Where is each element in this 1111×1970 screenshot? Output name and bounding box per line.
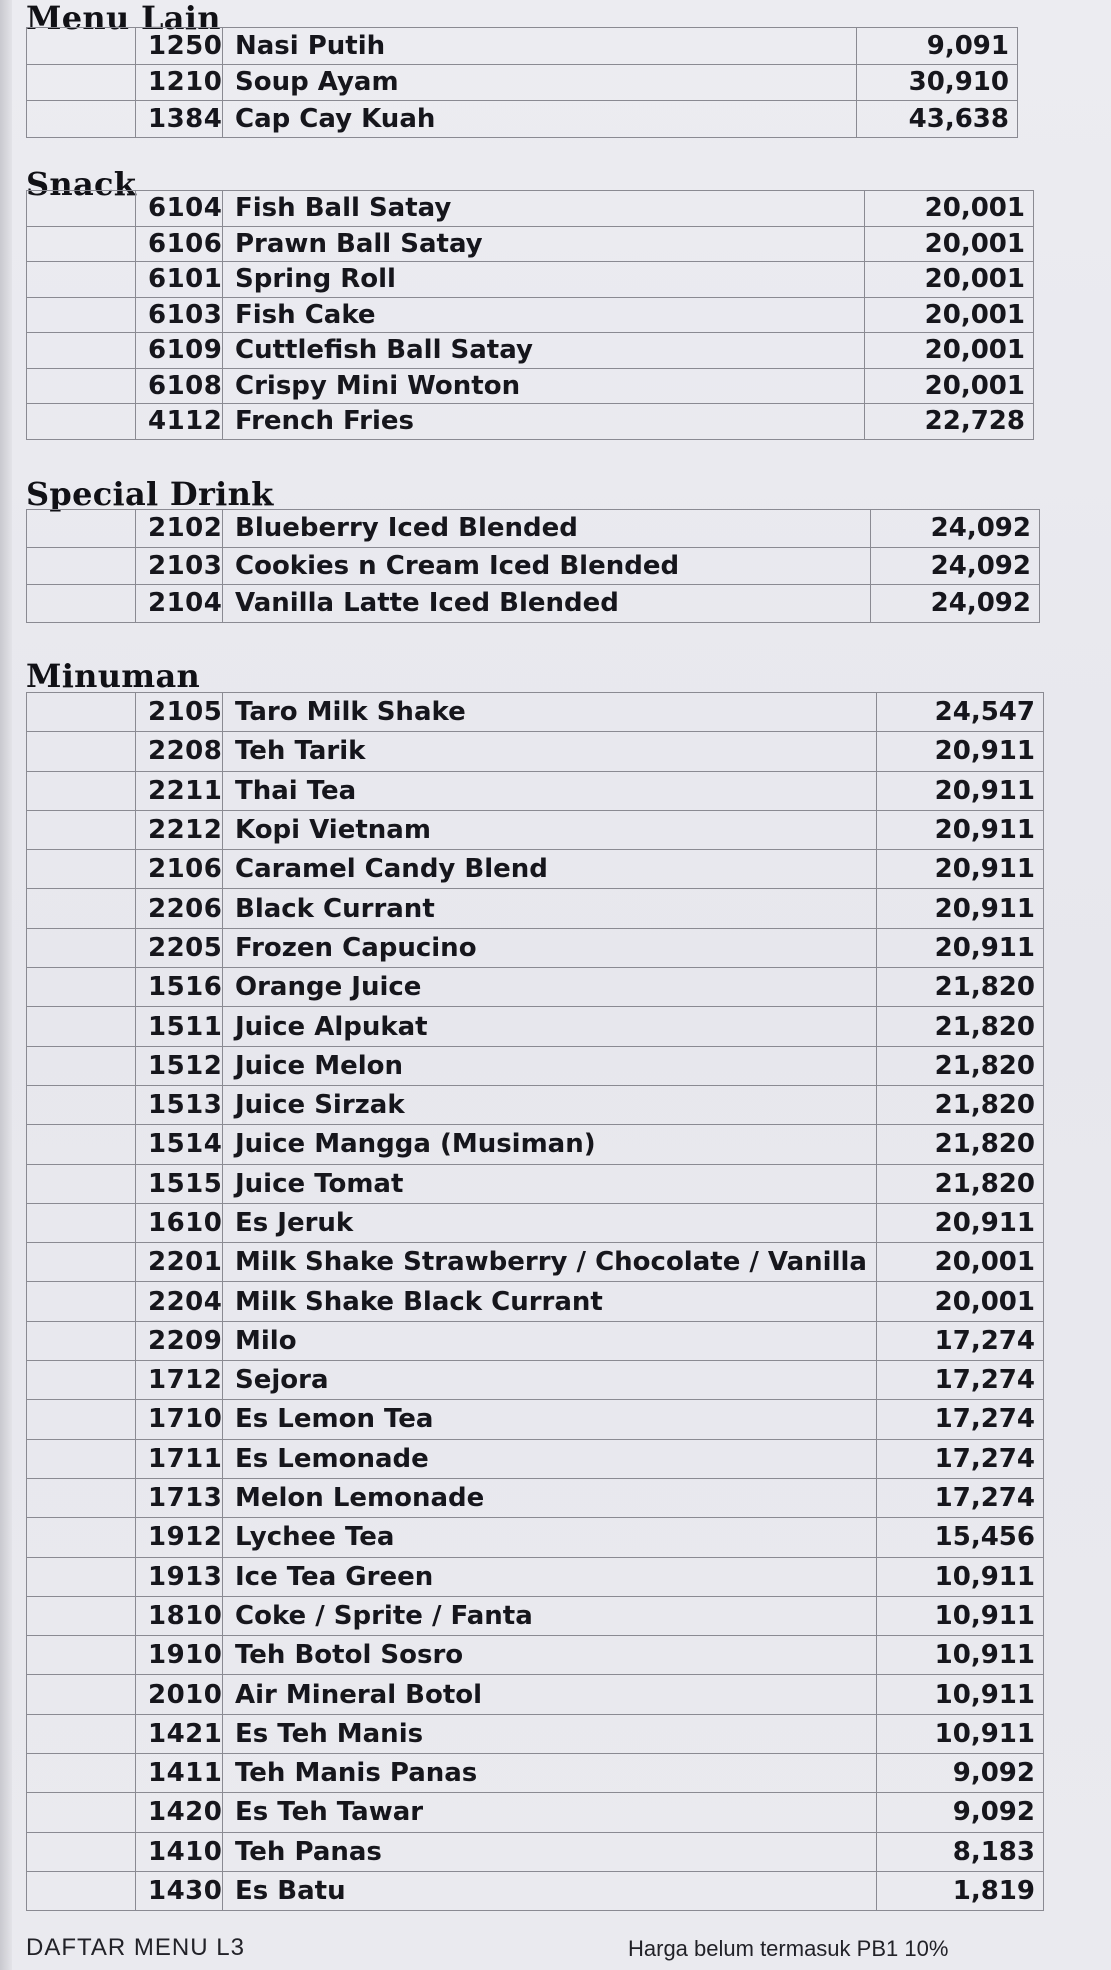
- item-price: 20,001: [877, 1282, 1044, 1321]
- item-code-text: 2209: [148, 1325, 223, 1356]
- item-code: [136, 850, 223, 889]
- item-price: 20,001: [865, 333, 1034, 369]
- item-code-text: 1713: [148, 1483, 223, 1514]
- footer-tax-note: Harga belum termasuk PB1 10%: [628, 1936, 949, 1961]
- item-price: 22,728: [865, 404, 1034, 440]
- menu-row: [27, 1046, 1044, 1085]
- item-code: [136, 101, 223, 138]
- menu-row: [27, 1557, 1044, 1596]
- item-price: 10,911: [877, 1675, 1044, 1714]
- item-price: 10,911: [877, 1636, 1044, 1675]
- blank-cell: [27, 1714, 136, 1753]
- item-price: 20,911: [877, 810, 1044, 849]
- item-price: 21,820: [877, 1007, 1044, 1046]
- item-code-text: 1712: [148, 1365, 223, 1396]
- blank-cell: [27, 368, 136, 404]
- item-name: Taro Milk Shake: [223, 693, 877, 732]
- item-price: 9,092: [877, 1793, 1044, 1832]
- blank-cell: [27, 191, 136, 227]
- item-code: [136, 1478, 223, 1517]
- blank-cell: [27, 928, 136, 967]
- item-name: Soup Ayam: [223, 64, 857, 101]
- menu-row: [27, 1675, 1044, 1714]
- item-code: [136, 1361, 223, 1400]
- item-name: Prawn Ball Satay: [223, 226, 865, 262]
- item-code-text: 2105: [148, 697, 223, 728]
- item-code-text: 1210: [148, 67, 223, 98]
- menu-row: [27, 732, 1044, 771]
- item-code: [136, 1793, 223, 1832]
- item-name: Vanilla Latte Iced Blended: [223, 585, 871, 623]
- item-code: [136, 585, 223, 623]
- item-name: Melon Lemonade: [223, 1478, 877, 1517]
- item-price: 30,910: [857, 64, 1018, 101]
- item-code: [136, 968, 223, 1007]
- menu-row: [27, 28, 1018, 65]
- item-code-text: 1516: [148, 972, 223, 1003]
- item-code-text: 2201: [148, 1247, 223, 1278]
- item-price: 9,091: [857, 28, 1018, 65]
- item-name: Teh Manis Panas: [223, 1754, 877, 1793]
- item-name: Frozen Capucino: [223, 928, 877, 967]
- item-name: Milk Shake Black Currant: [223, 1282, 877, 1321]
- item-code: [136, 1636, 223, 1675]
- menu-row: [27, 1478, 1044, 1517]
- item-code: [136, 1557, 223, 1596]
- item-code-text: 1515: [148, 1168, 223, 1199]
- menu-row: [27, 968, 1044, 1007]
- item-code: [136, 1714, 223, 1753]
- item-code: [136, 1596, 223, 1635]
- item-code-text: 2205: [148, 932, 223, 963]
- item-name: Cuttlefish Ball Satay: [223, 333, 865, 369]
- blank-cell: [27, 693, 136, 732]
- item-code: [136, 64, 223, 101]
- item-name: Sejora: [223, 1361, 877, 1400]
- menu-row: [27, 368, 1034, 404]
- blank-cell: [27, 1400, 136, 1439]
- menu-table: [26, 692, 1044, 1911]
- menu-row: [27, 1518, 1044, 1557]
- item-name: Juice Mangga (Musiman): [223, 1125, 877, 1164]
- item-name: Nasi Putih: [223, 28, 857, 65]
- blank-cell: [27, 1596, 136, 1635]
- item-price: 20,911: [877, 1203, 1044, 1242]
- item-name: Teh Tarik: [223, 732, 877, 771]
- item-code-text: 1910: [148, 1640, 223, 1671]
- item-code-text: 1410: [148, 1836, 223, 1867]
- item-code: [136, 262, 223, 298]
- item-name: Air Mineral Botol: [223, 1675, 877, 1714]
- menu-row: [27, 101, 1018, 138]
- menu-row: [27, 1007, 1044, 1046]
- blank-cell: [27, 810, 136, 849]
- item-name: Orange Juice: [223, 968, 877, 1007]
- item-price: 21,820: [877, 1085, 1044, 1124]
- menu-row: [27, 889, 1044, 928]
- menu-row: [27, 1203, 1044, 1242]
- menu-row: [27, 262, 1034, 298]
- item-code-text: 4112: [148, 406, 223, 437]
- item-price: 21,820: [877, 1164, 1044, 1203]
- item-price: 20,001: [865, 297, 1034, 333]
- item-name: Cookies n Cream Iced Blended: [223, 547, 871, 585]
- item-name: Black Currant: [223, 889, 877, 928]
- menu-row: [27, 1714, 1044, 1753]
- item-price: 1,819: [877, 1871, 1044, 1910]
- blank-cell: [27, 1439, 136, 1478]
- item-name: Juice Sirzak: [223, 1085, 877, 1124]
- blank-cell: [27, 1793, 136, 1832]
- blank-cell: [27, 297, 136, 333]
- menu-row: [27, 64, 1018, 101]
- blank-cell: [27, 850, 136, 889]
- item-code: [136, 1203, 223, 1242]
- item-price: 10,911: [877, 1596, 1044, 1635]
- item-name: Blueberry Iced Blended: [223, 510, 871, 548]
- item-code-text: 6106: [148, 228, 223, 259]
- item-code: [136, 1832, 223, 1871]
- menu-row: [27, 1361, 1044, 1400]
- blank-cell: [27, 1007, 136, 1046]
- item-price: 8,183: [877, 1832, 1044, 1871]
- item-code-text: 1912: [148, 1522, 223, 1553]
- item-price: 20,001: [877, 1243, 1044, 1282]
- item-code-text: 2212: [148, 815, 223, 846]
- item-price: 20,911: [877, 850, 1044, 889]
- item-price: 10,911: [877, 1714, 1044, 1753]
- item-name: Caramel Candy Blend: [223, 850, 877, 889]
- menu-row: [27, 404, 1034, 440]
- item-code-text: 6101: [148, 264, 223, 295]
- blank-cell: [27, 771, 136, 810]
- item-code: [136, 333, 223, 369]
- blank-cell: [27, 1203, 136, 1242]
- menu-row: [27, 1321, 1044, 1360]
- item-code: [136, 510, 223, 548]
- blank-cell: [27, 1675, 136, 1714]
- item-code: [136, 368, 223, 404]
- blank-cell: [27, 1282, 136, 1321]
- menu-row: [27, 1125, 1044, 1164]
- item-price: 20,911: [877, 732, 1044, 771]
- item-code: [136, 1243, 223, 1282]
- item-code: [136, 1125, 223, 1164]
- item-code: [136, 226, 223, 262]
- menu-row: [27, 771, 1044, 810]
- blank-cell: [27, 1361, 136, 1400]
- item-name: Juice Alpukat: [223, 1007, 877, 1046]
- blank-cell: [27, 64, 136, 101]
- blank-cell: [27, 1125, 136, 1164]
- blank-cell: [27, 547, 136, 585]
- item-code-text: 1411: [148, 1758, 223, 1789]
- section-title: Snack: [26, 165, 137, 203]
- blank-cell: [27, 1754, 136, 1793]
- item-name: Thai Tea: [223, 771, 877, 810]
- item-code-text: 6104: [148, 193, 223, 224]
- item-code-text: 1384: [148, 103, 223, 134]
- blank-cell: [27, 1243, 136, 1282]
- section-title: Special Drink: [26, 475, 274, 513]
- item-code: [136, 547, 223, 585]
- item-code: [136, 1754, 223, 1793]
- item-code-text: 1810: [148, 1600, 223, 1631]
- blank-cell: [27, 333, 136, 369]
- blank-cell: [27, 732, 136, 771]
- item-code-text: 2102: [148, 513, 223, 544]
- item-name: Teh Botol Sosro: [223, 1636, 877, 1675]
- item-code-text: 1711: [148, 1443, 223, 1474]
- menu-row: [27, 1085, 1044, 1124]
- item-name: Es Lemon Tea: [223, 1400, 877, 1439]
- item-price: 21,820: [877, 1125, 1044, 1164]
- blank-cell: [27, 28, 136, 65]
- item-price: 20,911: [877, 928, 1044, 967]
- item-code-text: 6108: [148, 370, 223, 401]
- item-code: [136, 404, 223, 440]
- item-price: 17,274: [877, 1478, 1044, 1517]
- item-code-text: 6103: [148, 299, 223, 330]
- blank-cell: [27, 889, 136, 928]
- item-price: 24,547: [877, 693, 1044, 732]
- item-price: 20,911: [877, 771, 1044, 810]
- menu-row: [27, 226, 1034, 262]
- blank-cell: [27, 262, 136, 298]
- item-code-text: 1250: [148, 30, 223, 61]
- item-code: [136, 1871, 223, 1910]
- item-code: [136, 1046, 223, 1085]
- blank-cell: [27, 1478, 136, 1517]
- item-code: [136, 28, 223, 65]
- item-code: [136, 1675, 223, 1714]
- menu-table: [26, 509, 1040, 623]
- menu-row: [27, 1832, 1044, 1871]
- item-name: Es Teh Tawar: [223, 1793, 877, 1832]
- item-price: 10,911: [877, 1557, 1044, 1596]
- menu-row: [27, 510, 1040, 548]
- blank-cell: [27, 1557, 136, 1596]
- item-code-text: 1421: [148, 1718, 223, 1749]
- menu-row: [27, 1636, 1044, 1675]
- menu-row: [27, 1754, 1044, 1793]
- item-name: Fish Ball Satay: [223, 191, 865, 227]
- menu-row: [27, 333, 1034, 369]
- footer-menu-label: DAFTAR MENU L3: [26, 1934, 245, 1961]
- item-code: [136, 191, 223, 227]
- item-code-text: 2206: [148, 893, 223, 924]
- menu-row: [27, 297, 1034, 333]
- item-price: 15,456: [877, 1518, 1044, 1557]
- blank-cell: [27, 101, 136, 138]
- blank-cell: [27, 404, 136, 440]
- item-name: Juice Tomat: [223, 1164, 877, 1203]
- item-code-text: 1913: [148, 1561, 223, 1592]
- item-code: [136, 1164, 223, 1203]
- item-code-text: 2204: [148, 1286, 223, 1317]
- item-code: [136, 810, 223, 849]
- item-name: Teh Panas: [223, 1832, 877, 1871]
- item-name: Es Lemonade: [223, 1439, 877, 1478]
- blank-cell: [27, 1518, 136, 1557]
- menu-row: [27, 928, 1044, 967]
- item-name: Juice Melon: [223, 1046, 877, 1085]
- item-code-text: 2104: [148, 588, 223, 619]
- item-code-text: 6109: [148, 335, 223, 366]
- item-code: [136, 889, 223, 928]
- item-name: Coke / Sprite / Fanta: [223, 1596, 877, 1635]
- menu-row: [27, 1164, 1044, 1203]
- item-price: 24,092: [871, 510, 1040, 548]
- menu-row: [27, 810, 1044, 849]
- menu-row: [27, 1596, 1044, 1635]
- item-code-text: 2103: [148, 550, 223, 581]
- blank-cell: [27, 1636, 136, 1675]
- section-title: Menu Lain: [26, 0, 221, 37]
- item-price: 9,092: [877, 1754, 1044, 1793]
- menu-row: [27, 850, 1044, 889]
- blank-cell: [27, 1321, 136, 1360]
- blank-cell: [27, 1085, 136, 1124]
- item-name: Es Jeruk: [223, 1203, 877, 1242]
- item-code-text: 1420: [148, 1797, 223, 1828]
- item-price: 17,274: [877, 1321, 1044, 1360]
- item-name: Milo: [223, 1321, 877, 1360]
- item-code-text: 1430: [148, 1876, 223, 1907]
- item-price: 17,274: [877, 1361, 1044, 1400]
- menu-row: [27, 1871, 1044, 1910]
- item-code-text: 1710: [148, 1404, 223, 1435]
- menu-row: [27, 1793, 1044, 1832]
- item-code: [136, 1518, 223, 1557]
- menu-table: [26, 27, 1018, 138]
- item-code-text: 1514: [148, 1129, 223, 1160]
- item-code-text: 1511: [148, 1011, 223, 1042]
- item-name: Cap Cay Kuah: [223, 101, 857, 138]
- item-code: [136, 1321, 223, 1360]
- item-price: 17,274: [877, 1439, 1044, 1478]
- item-price: 21,820: [877, 1046, 1044, 1085]
- item-code-text: 2211: [148, 775, 223, 806]
- item-name: Spring Roll: [223, 262, 865, 298]
- item-price: 20,001: [865, 262, 1034, 298]
- blank-cell: [27, 1832, 136, 1871]
- item-price: 20,001: [865, 191, 1034, 227]
- item-name: Es Batu: [223, 1871, 877, 1910]
- item-code-text: 2010: [148, 1679, 223, 1710]
- blank-cell: [27, 1871, 136, 1910]
- menu-table: [26, 190, 1034, 440]
- item-price: 17,274: [877, 1400, 1044, 1439]
- item-code-text: 2208: [148, 736, 223, 767]
- item-name: French Fries: [223, 404, 865, 440]
- item-price: 20,911: [877, 889, 1044, 928]
- menu-row: [27, 1400, 1044, 1439]
- item-price: 20,001: [865, 226, 1034, 262]
- item-code: [136, 693, 223, 732]
- item-code: [136, 1400, 223, 1439]
- item-name: Milk Shake Strawberry / Chocolate / Vanilla: [223, 1243, 877, 1282]
- section-title: Minuman: [26, 657, 201, 695]
- item-price: 21,820: [877, 968, 1044, 1007]
- item-name: Fish Cake: [223, 297, 865, 333]
- menu-row: [27, 1439, 1044, 1478]
- item-name: Lychee Tea: [223, 1518, 877, 1557]
- menu-row: [27, 585, 1040, 623]
- menu-row: [27, 547, 1040, 585]
- blank-cell: [27, 585, 136, 623]
- item-name: Crispy Mini Wonton: [223, 368, 865, 404]
- blank-cell: [27, 968, 136, 1007]
- item-code: [136, 732, 223, 771]
- blank-cell: [27, 1164, 136, 1203]
- blank-cell: [27, 1046, 136, 1085]
- menu-row: [27, 693, 1044, 732]
- item-price: 24,092: [871, 547, 1040, 585]
- item-code: [136, 1282, 223, 1321]
- item-code: [136, 1085, 223, 1124]
- item-code: [136, 297, 223, 333]
- item-price: 20,001: [865, 368, 1034, 404]
- item-name: Ice Tea Green: [223, 1557, 877, 1596]
- item-code: [136, 1439, 223, 1478]
- item-code-text: 2106: [148, 854, 223, 885]
- item-code-text: 1513: [148, 1090, 223, 1121]
- item-code: [136, 771, 223, 810]
- blank-cell: [27, 226, 136, 262]
- menu-row: [27, 191, 1034, 227]
- item-price: 43,638: [857, 101, 1018, 138]
- item-code: [136, 928, 223, 967]
- menu-row: [27, 1243, 1044, 1282]
- blank-cell: [27, 510, 136, 548]
- item-code: [136, 1007, 223, 1046]
- item-name: Kopi Vietnam: [223, 810, 877, 849]
- item-code-text: 1610: [148, 1208, 223, 1238]
- item-code-text: 1512: [148, 1050, 223, 1081]
- menu-row: [27, 1282, 1044, 1321]
- page-edge: [0, 0, 12, 1970]
- item-name: Es Teh Manis: [223, 1714, 877, 1753]
- item-price: 24,092: [871, 585, 1040, 623]
